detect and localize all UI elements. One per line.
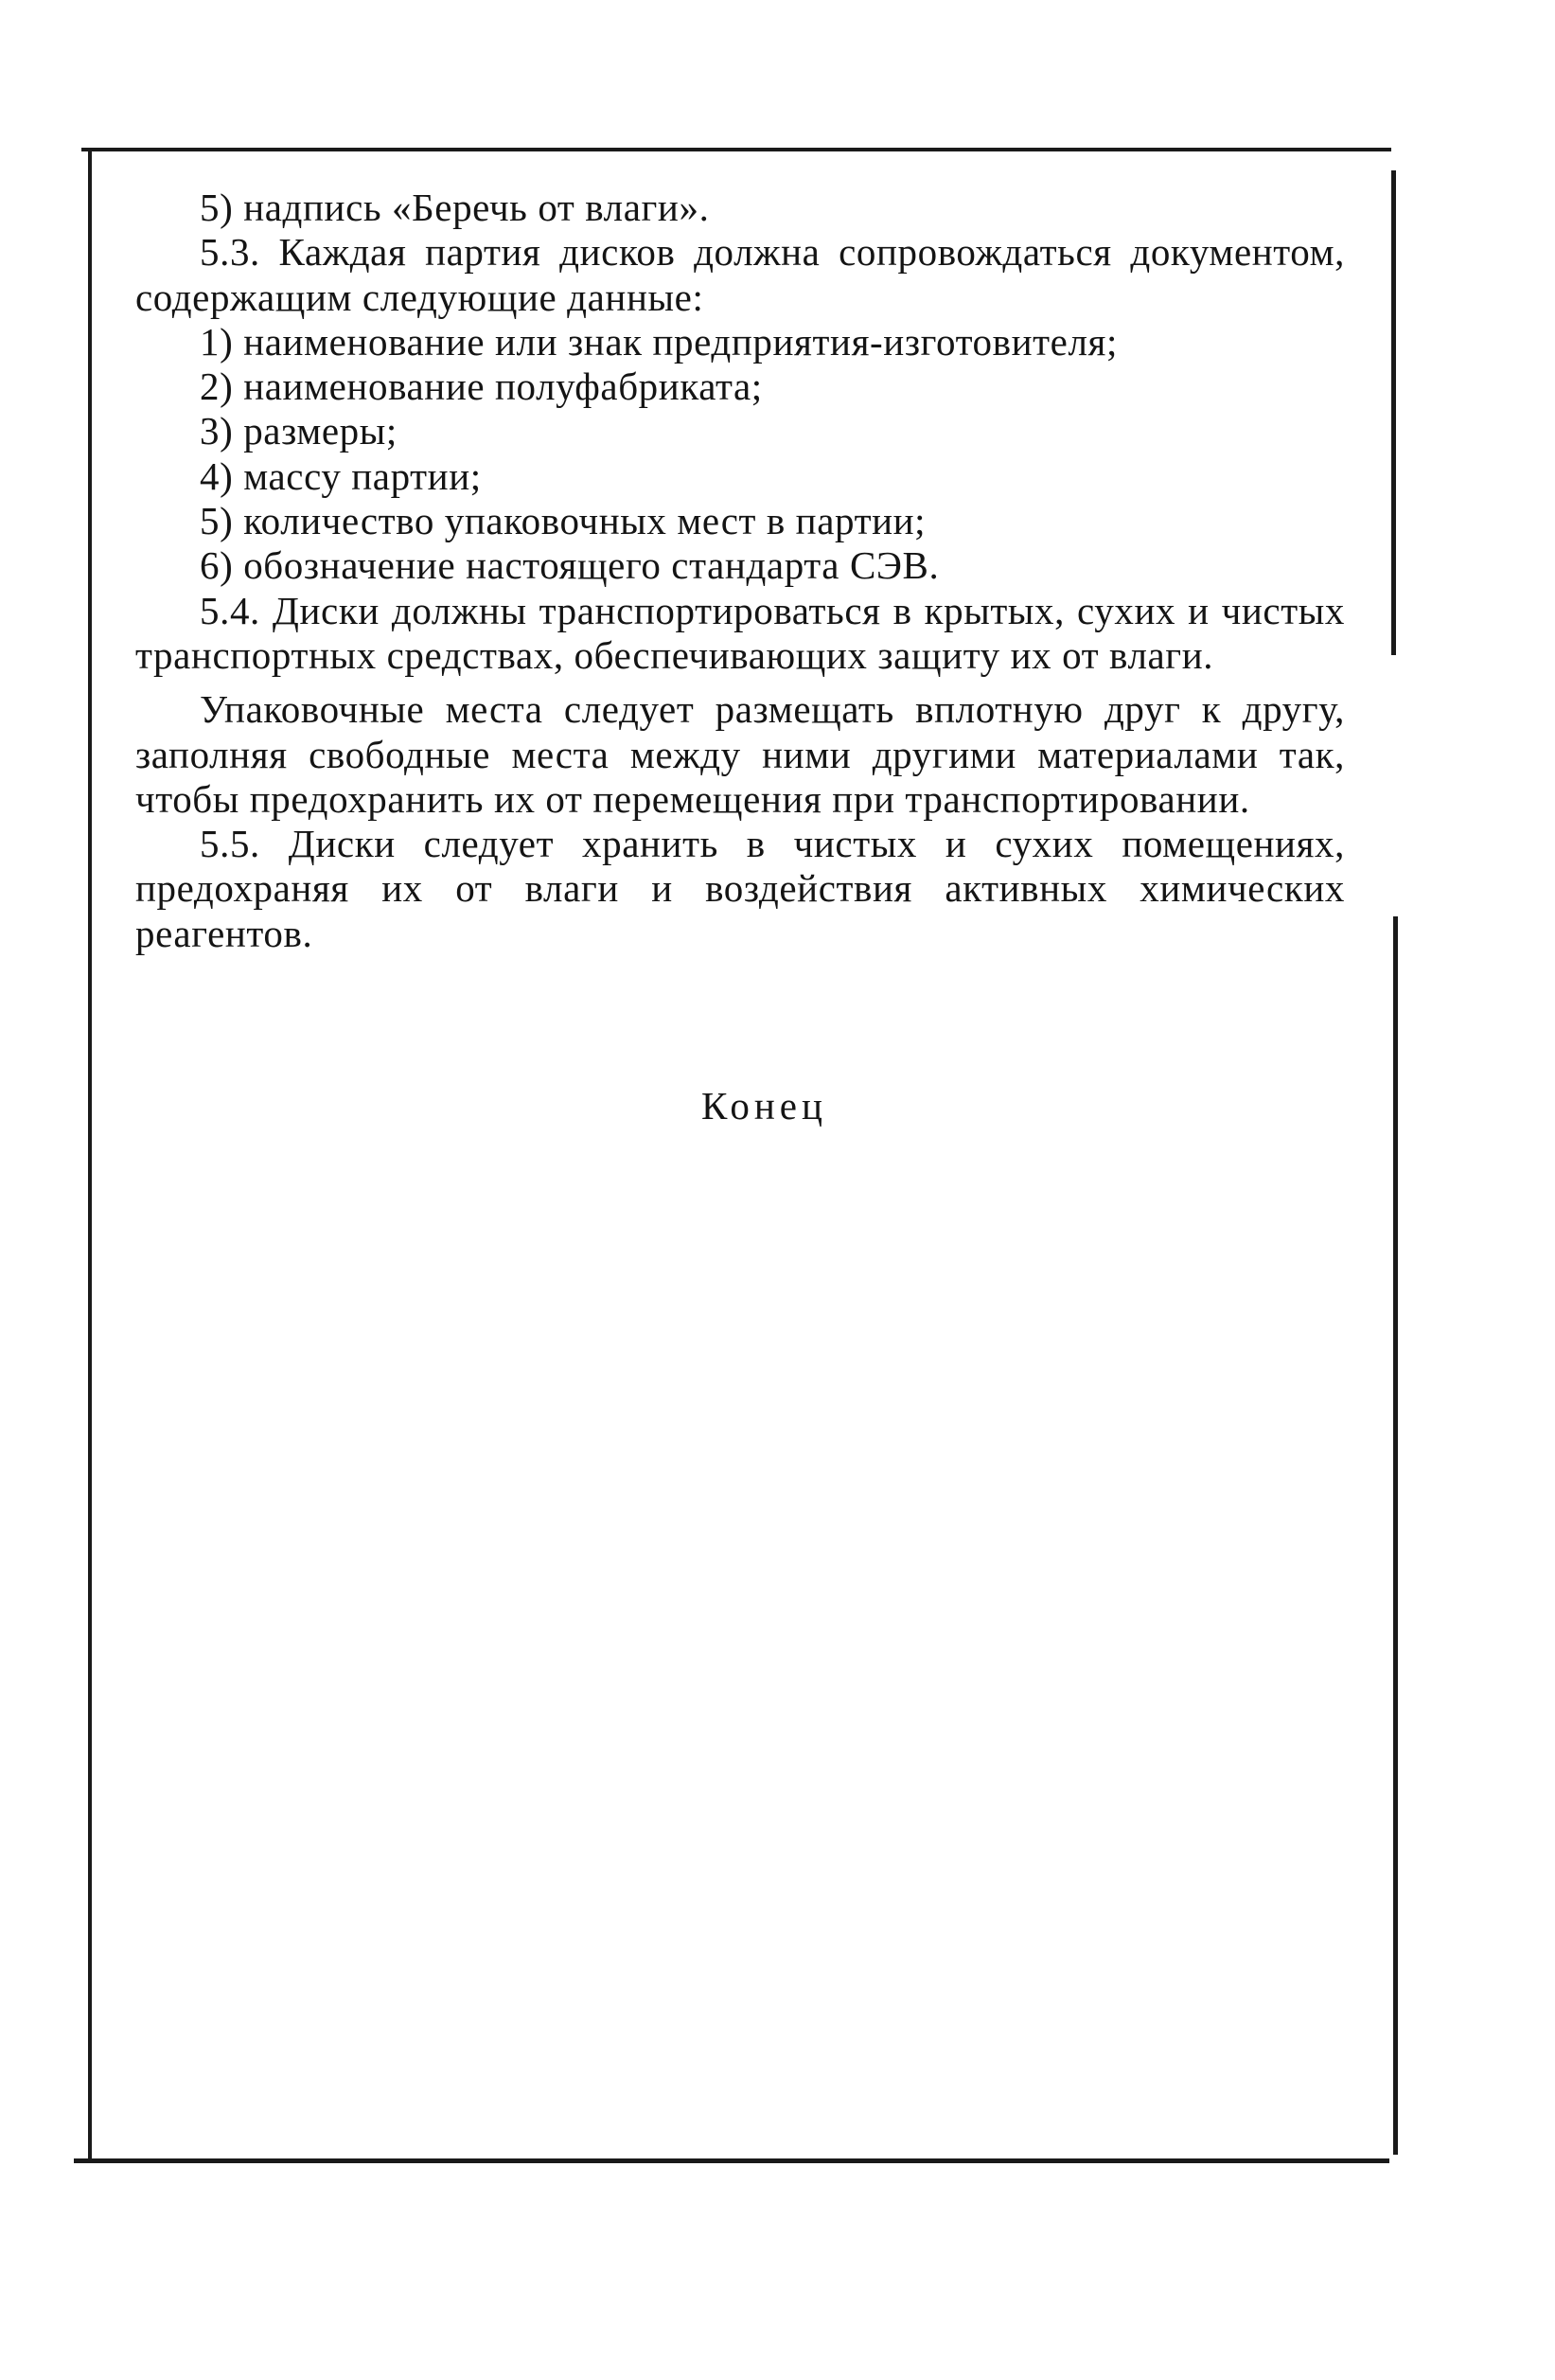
clause-5-4: 5.4. Диски должны транспортироваться в крытых, сухих и чистых транспортных средствах, обеспечивающих защиту их от влаги. <box>135 588 1345 677</box>
frame-bottom-rule <box>74 2158 1389 2163</box>
frame-top-rule <box>81 148 1391 151</box>
clause-5-5: 5.5. Диски следует хранить в чистых и сухих помещениях, предохраняя их от влаги и воздействия активных химических реагентов. <box>135 822 1345 955</box>
list-item-3: 3) размеры; <box>200 409 398 453</box>
list-item-2: 2) наименование полуфабриката; <box>200 364 763 409</box>
paragraph-gap <box>135 678 1345 687</box>
list-item-1: 1) наименование или знак предприятия-изготовителя; <box>200 319 1118 364</box>
list-item-4: 4) массу партии; <box>200 453 482 498</box>
list-item-5: 5) количество упаковочных мест в партии; <box>200 499 927 543</box>
clause-5-4-packing: Упаковочные места следует размещать вплотную друг к другу, заполняя свободные места между ними другими материалами так, чтобы предохранить их от перемещения при транспортировании. <box>135 687 1345 821</box>
list-item-6: 6) обозначение настоящего стандарта СЭВ. <box>200 543 940 588</box>
frame-left-rule <box>88 148 92 2161</box>
document-body <box>135 186 1345 956</box>
end-label: Конец <box>701 1084 827 1128</box>
frame-right-rule-upper <box>1391 170 1396 655</box>
item-5-label: 5) надпись «Беречь от влаги». <box>200 186 710 229</box>
clause-5-3: 5.3. Каждая партия дисков должна сопровождаться документом, содержащим следующие данные: <box>135 230 1345 319</box>
